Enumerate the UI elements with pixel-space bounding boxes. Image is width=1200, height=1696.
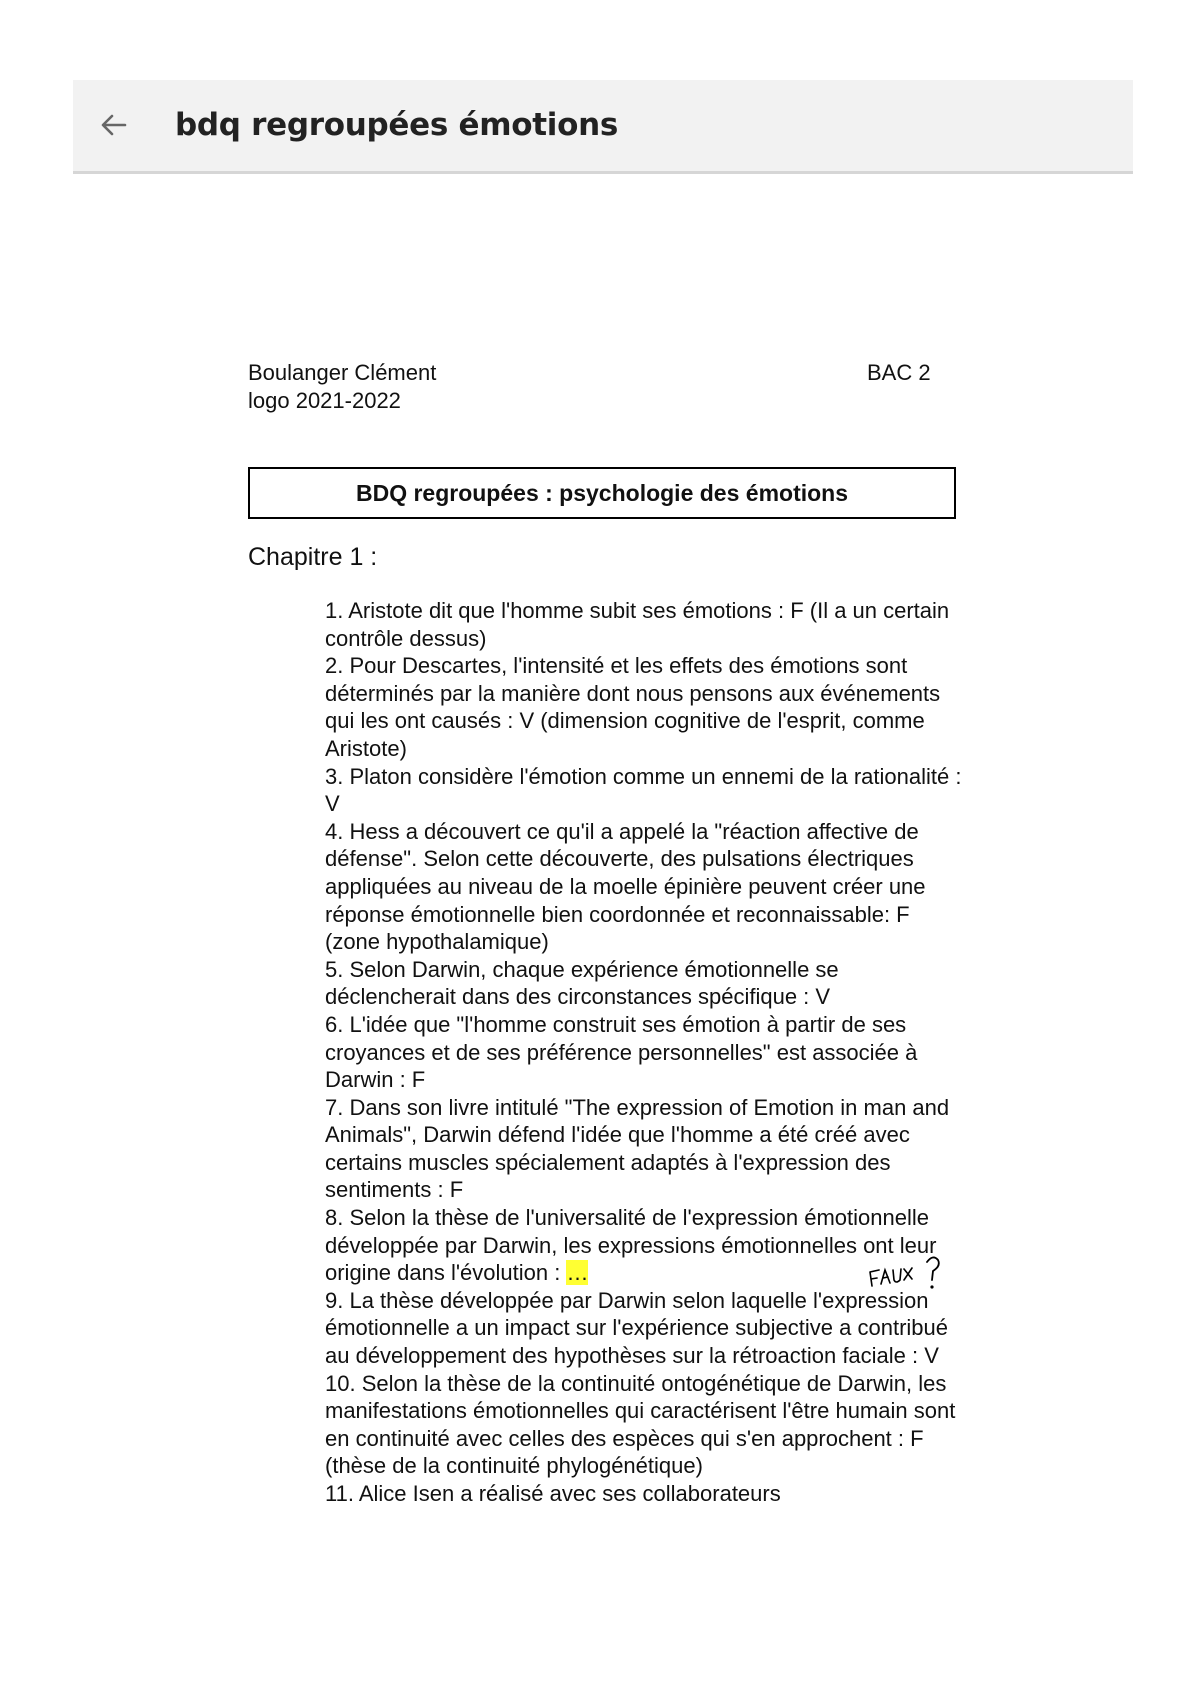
author-name: Boulanger Clément <box>248 360 437 385</box>
list-item: 4. Hess a découvert ce qu'il a appelé la "réaction affective de défense". Selon cette découverte, des pulsations électriques appliquées au niveau de la moelle épinière peuvent créer une réponse émotionnelle bien coordonnée et reconnaissable: F (zone hypothalamique) <box>325 818 926 955</box>
highlighted-answer: … <box>566 1260 589 1286</box>
handwritten-annotation <box>866 1252 948 1300</box>
list-item: 1. Aristote dit que l'homme subit ses émotions : F (Il a un certain contrôle dessus) <box>325 598 950 651</box>
list-item: 10. Selon la thèse de la continuité ontogénétique de Darwin, les manifestations émotionnelles qui caractérisent l'être humain sont en continuité avec celles des espèces qui s'en approchent : F (thèse de la continuité phylogénétique) <box>325 1370 956 1479</box>
list-item: 6. L'idée que "l'homme construit ses émotion à partir de ses croyances et de ses préférence personnelles" est associée à Darwin : F <box>325 1011 918 1093</box>
list-item: 3. Platon considère l'émotion comme un ennemi de la rationalité : V <box>325 763 962 817</box>
level-label: BAC 2 <box>867 360 931 385</box>
question-text: 8. Selon la thèse de l'universalité de l'expression émotionnelle développée par Darwin, les expressions émotionnelles ont leur origine dans l'évolution : <box>325 1205 937 1286</box>
list-item: 11. Alice Isen a réalisé avec ses collaborateurs <box>325 1481 781 1506</box>
list-item: 7. Dans son livre intitulé "The expression of Emotion in man and Animals", Darwin défend l'idée que l'homme a été créé avec certains muscles spécialement adaptés à l'expression des sentiments : F <box>325 1094 950 1203</box>
list-item: 9. La thèse développée par Darwin selon laquelle l'expression émotionnelle a un impact sur l'expérience subjective a contribué au développement des hypothèses sur la rétroaction faciale : V <box>325 1287 948 1369</box>
list-item: 2. Pour Descartes, l'intensité et les effets des émotions sont déterminés par la manière dont nous pensons aux événements qui les ont causés : V (dimension cognitive de l'esprit, comme Aristote) <box>325 653 941 761</box>
document-header-left <box>248 359 436 415</box>
chapter-heading: Chapitre 1 : <box>248 543 378 571</box>
page-title: bdq regroupées émotions <box>175 107 618 143</box>
course-label: logo 2021-2022 <box>248 388 401 413</box>
question-list <box>325 597 965 1555</box>
document-title: BDQ regroupées : psychologie des émotions <box>248 467 956 519</box>
list-item: 5. Selon Darwin, chaque expérience émotionnelle se déclencherait dans des circonstances spécifique : V <box>325 956 839 1010</box>
